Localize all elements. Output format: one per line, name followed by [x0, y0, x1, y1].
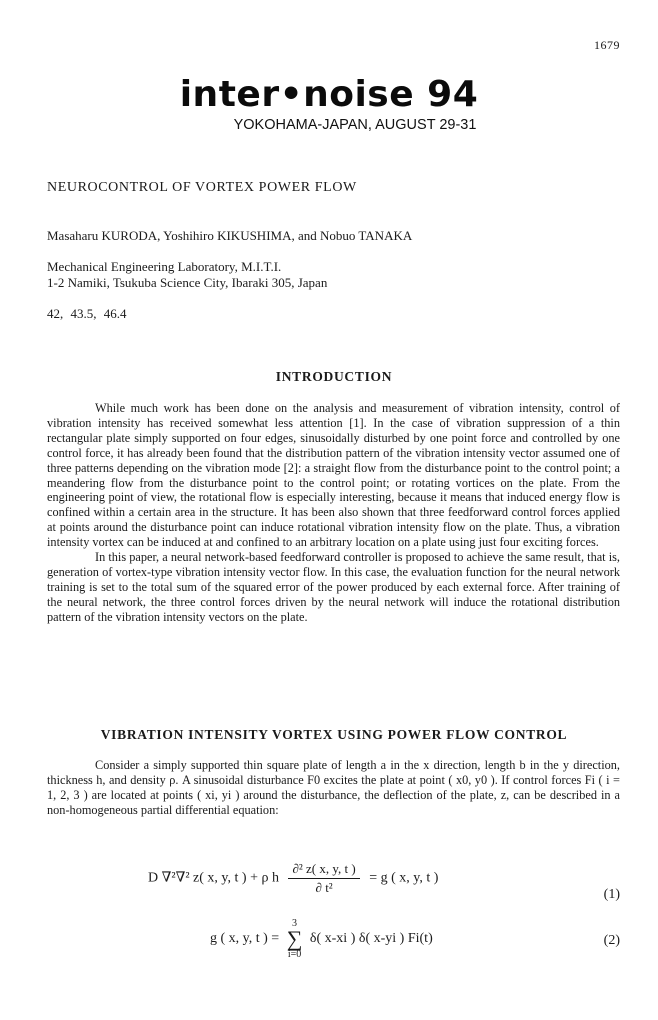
classification-codes: 42, 43.5, 46.4: [47, 306, 127, 321]
summation-lower-limit: i=0: [287, 949, 302, 960]
vibration-paragraph-1: Consider a simply supported thin square plate of length a in the x direction, length b in the y direction, thickness h, and density ρ. A sinusoidal disturbance F0 excites the plate at point ( x0, y0 ). If control forces Fi ( i = 1, 2, 3 ) are located at points ( xi, yi ) around the disturbance, the deflection of the plate, z, can be described in a non-homogeneous partial differential equation:: [47, 758, 620, 817]
equation-1: [148, 861, 438, 896]
affiliation-line-1: Mechanical Engineering Laboratory, M.I.T.I.: [47, 259, 282, 274]
equation-1-number: (1): [603, 887, 620, 902]
summation-symbol: ∑: [286, 926, 303, 951]
equation-2-number: (2): [603, 933, 620, 948]
introduction-paragraph-2: In this paper, a neural network-based feedforward controller is proposed to achieve the same result, that is, generation of vortex-type vibration intensity vector flow. In this case, the evaluation function for the neural network training is set to the total sum of the squared error of the power produced by each external force. After training of the neural network, the three control forces driven by the neural network will induce the rotational distribution pattern of the vibration intensity vectors on the plate.: [47, 550, 620, 624]
equation-1-fraction: [288, 861, 359, 896]
equation-1-rhs: = g ( x, y, t ): [369, 870, 439, 886]
equation-2: [210, 918, 433, 960]
summation-upper-limit: 3: [292, 918, 298, 929]
affiliation-line-2: 1-2 Namiki, Tsukuba Science City, Ibaraki 305, Japan: [47, 275, 328, 290]
vibration-section-body: [47, 758, 620, 818]
introduction-body: [47, 401, 620, 625]
introduction-paragraph-1: While much work has been done on the analysis and measurement of vibration intensity, control of vibration intensity has received somewhat less attention [1]. In the case of vibration suppression of a thin rectangular plate simply supported on four edges, sinusoidally disturbed by one point force and controlled by one control force, it has already been found that the distribution pattern of the vibration intensity vector assumed one of three patterns depending on the vibration mode [2]: a straight flow from the disturbance point to the control point; a meandering flow from the disturbance point to the control point; or rotating vortices on the plate. From the engineering point of view, the rotational flow is especially interesting, because it means that induced energy flow is confined within a certain area in the structure. It has been also shown that three feedforward control forces applied at points around the disturbance point can induce rotational vibration intensity flow on the plate. Thus, a vibration intensity vortex can be induced at and confined to an arbitrary location on a plate using just four exciting forces.: [47, 401, 620, 550]
author-list: Masaharu KURODA, Yoshihiro KIKUSHIMA, and Nobuo TANAKA: [47, 228, 413, 243]
paper-title: NEUROCONTROL OF VORTEX POWER FLOW: [47, 180, 357, 195]
vibration-section-heading: VIBRATION INTENSITY VORTEX USING POWER FLOW CONTROL: [100, 727, 568, 742]
equation-1-numerator: ∂² z( x, y, t ): [288, 861, 359, 879]
introduction-heading: INTRODUCTION: [275, 369, 393, 384]
conference-logo: inter•noise 94: [179, 74, 479, 115]
affiliation: [47, 259, 327, 291]
equation-1-lhs: D ∇²∇² z( x, y, t ) + ρ h: [148, 870, 279, 886]
page-number: 1679: [594, 38, 620, 52]
conference-location: YOKOHAMA-JAPAN, AUGUST 29-31: [233, 117, 477, 133]
equation-1-denominator: ∂ t²: [315, 880, 333, 895]
equation-2-lhs: g ( x, y, t ) =: [210, 931, 280, 947]
summation: [287, 918, 303, 960]
equation-2-rhs: δ( x-xi ) δ( x-yi ) Fi(t): [309, 931, 433, 947]
